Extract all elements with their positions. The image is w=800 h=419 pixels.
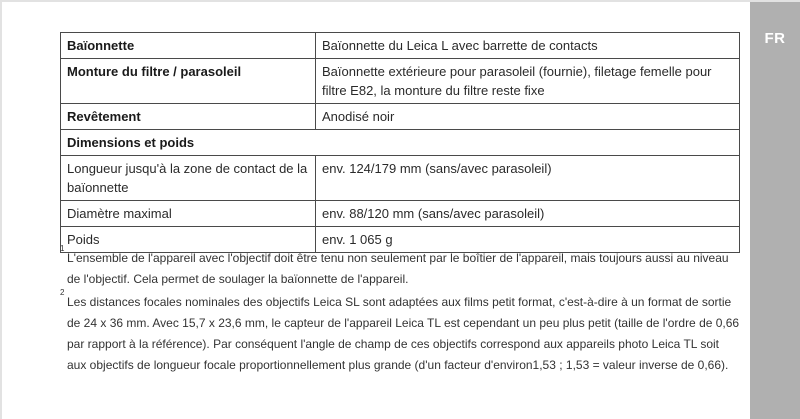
spec-value: env. 1 065 g bbox=[316, 227, 740, 253]
table-row bbox=[61, 59, 740, 104]
footnote-marker: 1 bbox=[60, 244, 65, 253]
spec-value: env. 88/120 mm (sans/avec parasoleil) bbox=[316, 201, 740, 227]
spec-value: Anodisé noir bbox=[316, 104, 740, 130]
table-row bbox=[61, 156, 740, 201]
spec-label: Diamètre maximal bbox=[61, 201, 316, 227]
spec-value: env. 124/179 mm (sans/avec parasoleil) bbox=[316, 156, 740, 201]
footnote bbox=[60, 288, 740, 376]
section-heading: Dimensions et poids bbox=[61, 130, 740, 156]
footnote-text: L'ensemble de l'appareil avec l'objectif doit être tenu non seulement par le boîtier de l'appareil, mais toujours aussi au niveau de l'objectif. Cela permet de soulager la baïonnette de l'appareil. bbox=[67, 251, 729, 286]
table-row bbox=[61, 104, 740, 130]
specifications-table bbox=[60, 32, 740, 253]
spec-value: Baïonnette du Leica L avec barrette de contacts bbox=[316, 33, 740, 59]
spec-label: Baïonnette bbox=[61, 33, 316, 59]
footnote-text: Les distances focales nominales des objectifs Leica SL sont adaptées aux films petit format, c'est-à-dire à un format de sortie de 24 x 36 mm. Avec 15,7 x 23,6 mm, le capteur de l'appareil Leica TL est cependant un peu plus petit (taille de l'ordre de 0,66 par rapport à la référence). Par conséquent l'angle de champ de ces objectifs correspond aux appareils photo Leica TL soit aux objectifs de longueur focale proportionnellement plus grande (d'un facteur d'environ1,53 ; 1,53 = valeur inverse de 0,66). bbox=[67, 295, 740, 372]
footnote bbox=[60, 244, 740, 290]
table-section-row bbox=[61, 130, 740, 156]
language-tab bbox=[750, 2, 800, 419]
table-row bbox=[61, 201, 740, 227]
spec-label: Revêtement bbox=[61, 104, 316, 130]
footnote-marker: 2 bbox=[60, 288, 65, 297]
spec-label: Poids bbox=[61, 227, 316, 253]
spec-label: Monture du filtre / parasoleil bbox=[61, 59, 316, 104]
language-tab-label: FR bbox=[764, 30, 786, 47]
footnotes bbox=[60, 244, 740, 378]
spec-label: Longueur jusqu'à la zone de contact de la baïonnette bbox=[61, 156, 316, 201]
table-row bbox=[61, 33, 740, 59]
spec-value: Baïonnette extérieure pour parasoleil (fournie), filetage femelle pour filtre E82, la monture du filtre reste fixe bbox=[316, 59, 740, 104]
